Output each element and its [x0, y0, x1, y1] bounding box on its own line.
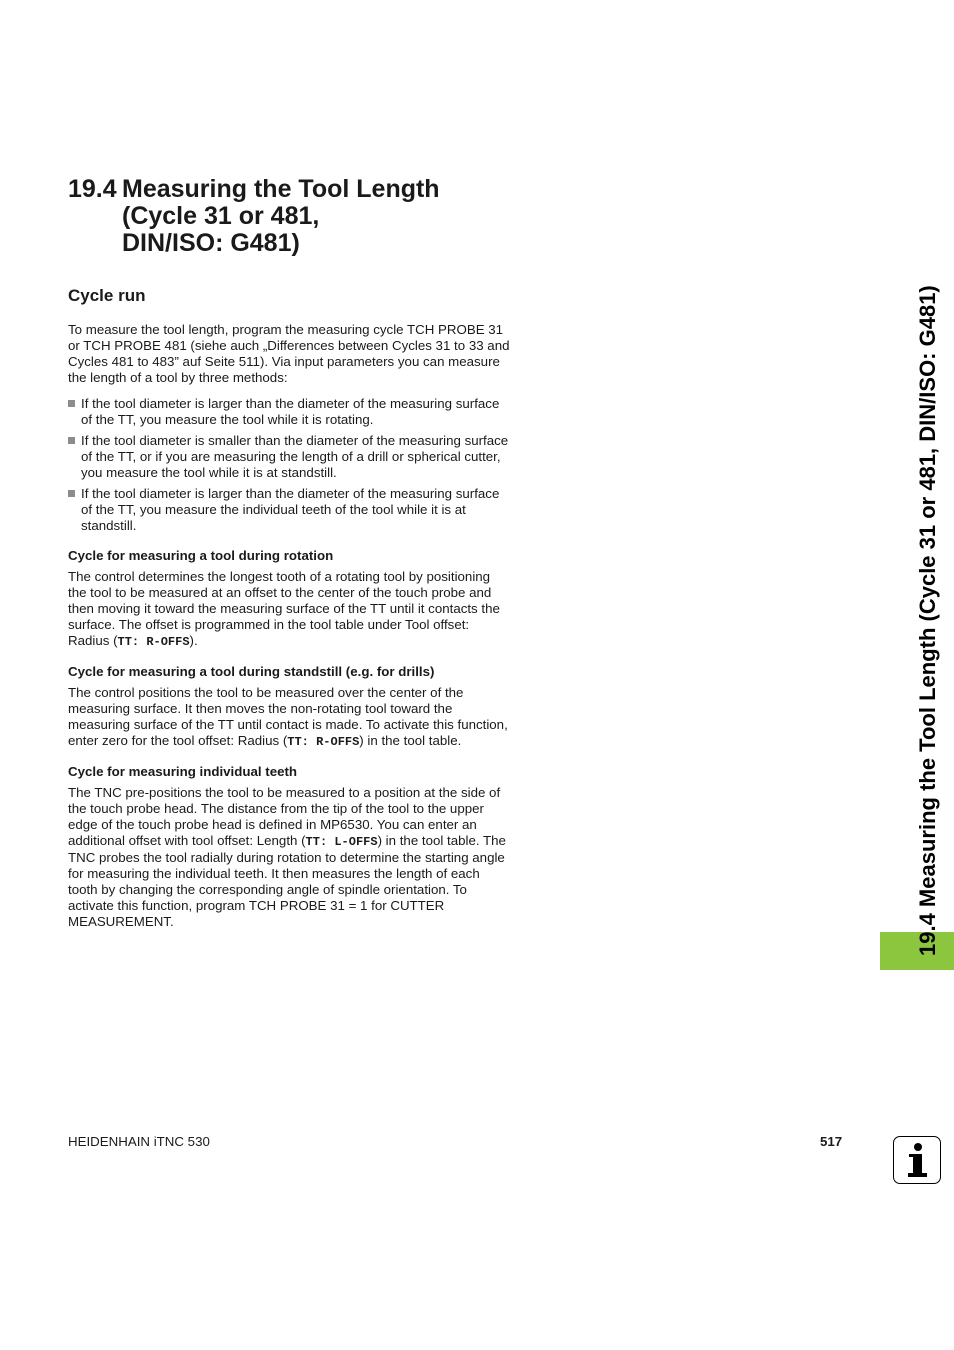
info-icon-foot [908, 1173, 927, 1177]
section-rotation-text [68, 569, 510, 650]
list-item [68, 396, 510, 428]
section-title [122, 176, 542, 257]
list-item-text: If the tool diameter is larger than the diameter of the measuring surface of the TT, you measure the individual teeth of the tool while it is at standstill. [81, 486, 500, 533]
paragraph-text: The control determines the longest tooth of a rotating tool by positioning the tool to be measured at an offset to the center of the touch probe and then moving it toward the measuring surface of the TT until it contacts the surface. The offset is programmed in the tool table under Tool offset: Radius ( [68, 569, 500, 648]
section-teeth [68, 764, 510, 930]
list-item [68, 486, 510, 534]
list-item-text: If the tool diameter is larger than the diameter of the measuring surface of the TT, you measure the tool while it is rotating. [81, 396, 500, 427]
paragraph-text: ). [189, 633, 198, 648]
parameter-code: TT: L-OFFS [305, 835, 378, 849]
bullet-square-icon [68, 400, 75, 407]
footer-product: HEIDENHAIN iTNC 530 [68, 1134, 210, 1149]
section-rotation [68, 548, 510, 650]
info-icon [893, 1136, 941, 1184]
method-list [68, 396, 510, 534]
section-teeth-title: Cycle for measuring individual teeth [68, 764, 298, 779]
side-running-title: 19.4 Measuring the Tool Length (Cycle 31 or 481, DIN/ISO: G481) [915, 285, 940, 956]
bullet-square-icon [68, 437, 75, 444]
paragraph-text: The control positions the tool to be measured over the center of the measuring surface. It then moves the non-rotating tool toward the measuring surface of the TT until contact is made. To activate this function, enter zero for the tool offset: Radius ( [68, 685, 508, 748]
section-standstill-title: Cycle for measuring a tool during standstill (e.g. for drills) [68, 664, 435, 679]
section-number: 19.4 [68, 175, 117, 203]
body-content [68, 322, 510, 944]
section-teeth-text [68, 785, 510, 930]
paragraph-text: The TNC pre-positions the tool to be measured to a position at the side of the touch probe head. The distance from the tip of the tool to the upper edge of the touch probe head is defined in MP6530. You can enter an additional offset with tool offset: Length ( [68, 785, 501, 848]
cycle-run-heading: Cycle run [68, 286, 146, 305]
parameter-code: TT: R-OFFS [287, 735, 360, 749]
section-standstill [68, 664, 510, 750]
parameter-code: TT: R-OFFS [117, 635, 190, 649]
section-title-line: DIN/ISO: G481) [122, 229, 300, 257]
section-standstill-text [68, 685, 510, 750]
paragraph-text: ) in the tool table. The TNC probes the tool radially during rotation to determine the starting angle for measuring the individual teeth. It then measures the length of each tooth by changing the corresponding angle of spindle orientation. To activate this function, program TCH PROBE 31 = 1 for CUTTER MEASUREMENT. [68, 833, 506, 929]
section-title-line: Measuring the Tool Length [122, 175, 440, 203]
paragraph-text: ) in the tool table. [359, 733, 462, 748]
list-item [68, 433, 510, 481]
bullet-square-icon [68, 490, 75, 497]
section-rotation-title: Cycle for measuring a tool during rotation [68, 548, 334, 563]
page-number: 517 [820, 1134, 843, 1149]
info-icon-dot [914, 1143, 922, 1151]
intro-paragraph: To measure the tool length, program the measuring cycle TCH PROBE 31 or TCH PROBE 481 (siehe auch „Differences between Cycles 31 to 33 and Cycles 481 to 483” auf Seite 511). Via input parameters you can measure the length of a tool by three methods: [68, 322, 510, 385]
section-title-line: (Cycle 31 or 481, [122, 202, 320, 230]
list-item-text: If the tool diameter is smaller than the diameter of the measuring surface of the TT, or if you are measuring the length of a drill or spherical cutter, you measure the tool while it is at standstill. [81, 433, 509, 480]
